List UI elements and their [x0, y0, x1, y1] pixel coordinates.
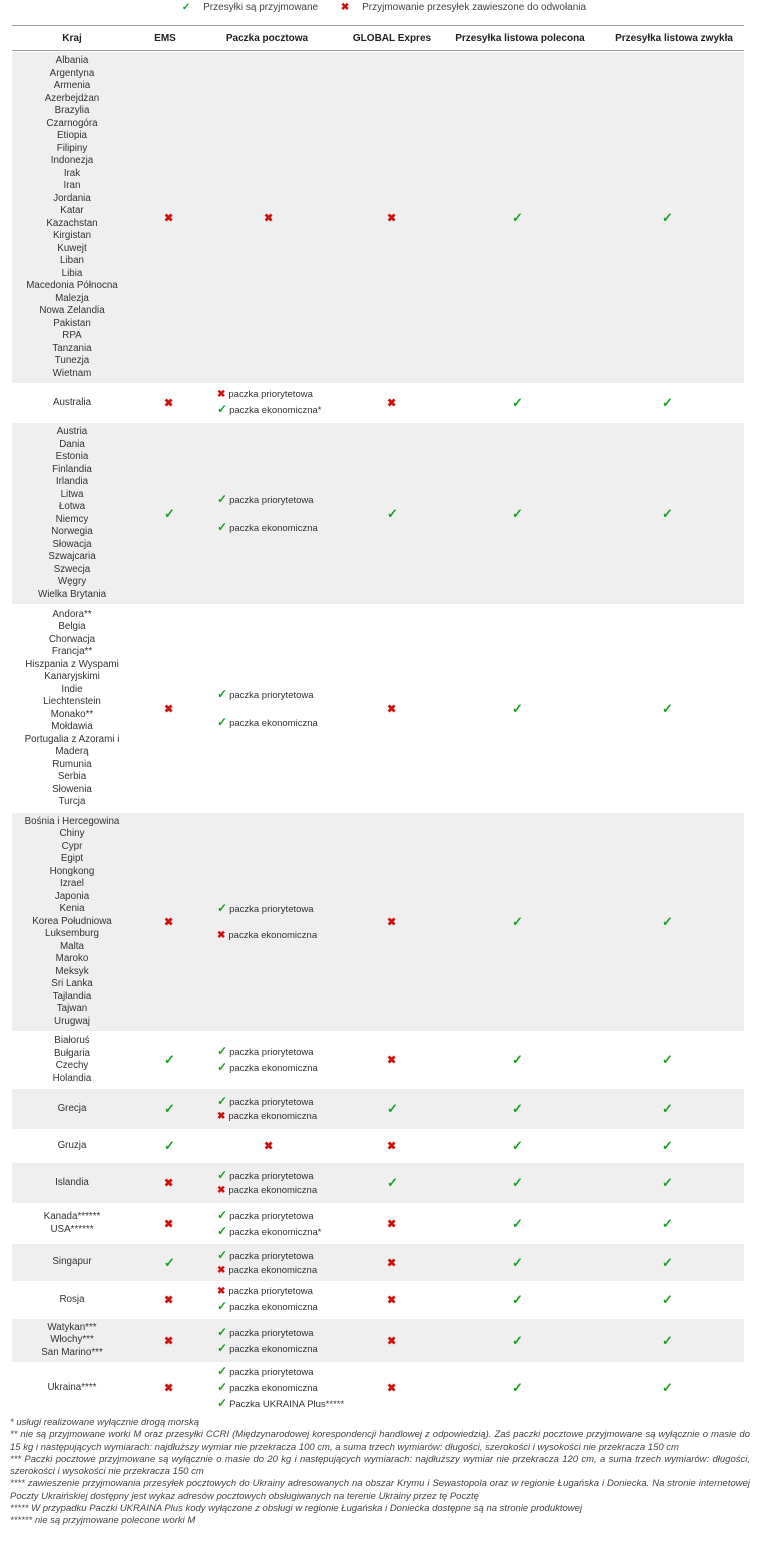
ordinary-check-icon: ✓: [662, 1052, 673, 1067]
ems-check-icon: ✓: [164, 505, 175, 521]
country-list: [12, 1244, 132, 1281]
global-cross-icon: ✖: [387, 703, 397, 715]
country-name: Armenia: [53, 80, 91, 91]
country-name: Belgia: [58, 621, 86, 632]
global-cross-icon: ✖: [387, 1054, 397, 1067]
country-name: Portugalia z Azorami i: [24, 733, 120, 745]
table-row: [12, 423, 744, 604]
parcel-option: [217, 715, 318, 731]
country-list: [12, 1089, 132, 1129]
country-name: Bułgaria: [54, 1047, 90, 1059]
parcel-option-label: paczka priorytetowa: [229, 1171, 314, 1182]
parcel-options: [217, 1319, 318, 1362]
country-name: Rosja: [59, 1293, 85, 1305]
country-name: Rumunia: [52, 758, 92, 770]
parcel-option: [217, 1264, 317, 1278]
parcel-option: [217, 492, 318, 508]
country-name: Serbia: [57, 771, 87, 782]
global-cross-icon: ✖: [387, 1335, 397, 1347]
country-name: Gruzja: [57, 1139, 87, 1151]
registered-check-icon: ✓: [512, 1101, 523, 1116]
country-name: Dania: [59, 438, 85, 450]
country-name: Liechtenstein: [43, 696, 101, 707]
parcel-options: [217, 1244, 317, 1281]
footnote: ** nie są przyjmowane worki M oraz przesyłki CCRI (Międzynarodowej korespondencji handlowej z odpowiedzią). Zaś paczki pocztowe przyjmowane są wyłącznie o masie do 15 kg i następujących wymiarach: najdłuższy wymiar nie przekracza 100 cm, a suma trzech wymiarów: długości, szerokości i wysokości nie przekracza 150 cm: [10, 1429, 750, 1453]
ordinary-check-icon: ✓: [662, 914, 673, 929]
footnote: *** Paczki pocztowe przyjmowane są wyłącznie o masie do 20 kg i następujących wymiarach: najdłuższy wymiar nie przekracza 120 cm, a suma trzech wymiarów: długości, szerokości i wysokości nie przekracza 150 cm: [10, 1453, 750, 1478]
parcel-option: [217, 1248, 317, 1264]
global-cross-icon: ✖: [387, 397, 397, 410]
country-name: Finlandia: [52, 463, 92, 475]
cross-icon: ✖: [217, 1264, 226, 1276]
parcel-option-label: paczka priorytetowa: [228, 389, 313, 400]
registered-check-icon: ✓: [512, 1292, 523, 1307]
parcel-option-label: paczka priorytetowa: [229, 1367, 314, 1378]
parcel-option-label: paczka ekonomiczna*: [229, 1226, 322, 1238]
cross-icon: ✖: [217, 1286, 226, 1297]
country-list: [12, 1283, 132, 1317]
country-name: Słowacja: [52, 538, 92, 550]
country-name: Hiszpania z Wyspami: [25, 658, 119, 670]
country-name: Brazylia: [54, 105, 90, 116]
country-name: Korea Południowa: [32, 915, 112, 927]
check-icon: ✓: [217, 519, 228, 534]
country-list: [12, 1205, 132, 1242]
parcel-option: [217, 1184, 317, 1198]
ems-cross-icon: ✖: [164, 1382, 174, 1395]
country-name: Norwegia: [51, 526, 93, 537]
parcel-option: [217, 1341, 318, 1357]
check-icon: ✓: [217, 1396, 228, 1410]
country-name: Cypr: [61, 840, 83, 852]
parcel-option-label: paczka priorytetowa: [229, 494, 314, 506]
ems-cross-icon: ✖: [164, 1294, 174, 1307]
registered-check-icon: ✓: [512, 1254, 523, 1270]
ems-check-icon: ✓: [164, 1254, 175, 1270]
ems-cross-icon: ✖: [164, 1218, 174, 1230]
country-name: Kirgistan: [52, 230, 92, 241]
country-name: Szwajcaria: [48, 551, 96, 562]
table-row: [12, 1319, 744, 1362]
country-name: Katar: [60, 205, 84, 216]
legend-accepted-label: Przesyłki są przyjmowane: [203, 2, 319, 13]
global-cross-icon: ✖: [387, 1257, 397, 1269]
parcel-options: [217, 1089, 317, 1129]
country-name: Białoruś: [54, 1035, 90, 1046]
country-list: [12, 1131, 132, 1161]
country-name: Argentyna: [49, 67, 95, 79]
global-cross-icon: ✖: [387, 1294, 397, 1307]
table-row: [12, 385, 744, 421]
country-name: Luksemburg: [45, 928, 99, 940]
country-name: San Marino***: [41, 1346, 103, 1358]
country-name: Maderą: [55, 746, 89, 757]
table-row: [12, 1033, 744, 1087]
ordinary-check-icon: ✓: [662, 1332, 673, 1348]
country-list: [12, 423, 132, 604]
country-name: Szwecja: [53, 563, 91, 575]
registered-check-icon: ✓: [512, 700, 523, 716]
ordinary-check-icon: ✓: [662, 1138, 673, 1153]
parcel-option: [217, 1094, 317, 1110]
country-name: Egipt: [60, 853, 84, 865]
check-icon: ✓: [217, 1044, 228, 1058]
ordinary-check-icon: ✓: [662, 1254, 673, 1270]
ems-check-icon: ✓: [164, 1101, 175, 1116]
global-cross-icon: ✖: [387, 1382, 397, 1395]
country-name: Jordania: [53, 192, 91, 204]
country-name: Andora**: [52, 608, 92, 620]
country-name: Indie: [61, 683, 83, 695]
footnote: ***** W przypadku Paczki UKRAINA Plus kody wyłączone z obsługi w regionie Ługańska i Doniecka dostępne są na stronie produktowej: [10, 1503, 583, 1515]
parcel-option-label: paczka ekonomiczna: [229, 1063, 318, 1074]
country-name: Filipiny: [56, 142, 88, 154]
footnote: ****** nie są przyjmowane polecone worki M: [10, 1515, 196, 1527]
parcel-options: [217, 606, 318, 811]
country-name: Urugwaj: [54, 1015, 90, 1027]
country-name: Grecja: [57, 1102, 87, 1114]
country-name: Kuwejt: [57, 242, 87, 254]
country-name: Tanzania: [52, 342, 92, 354]
registered-check-icon: ✓: [512, 1175, 523, 1190]
parcel-option: [217, 901, 317, 917]
legend-suspended: [336, 2, 591, 13]
check-icon: ✓: [217, 1364, 228, 1378]
country-name: Etiopia: [57, 130, 87, 141]
country-name: Chorwacja: [48, 633, 96, 645]
country-name: Australia: [52, 396, 92, 408]
country-name: Chiny: [59, 828, 85, 840]
ems-check-icon: ✓: [164, 1052, 175, 1067]
parcel-option: [217, 1168, 317, 1184]
ems-cross-icon: ✖: [164, 397, 174, 410]
parcel-option: [217, 1325, 318, 1341]
parcel-option: [217, 1299, 318, 1315]
country-name: Albania: [55, 55, 89, 66]
country-name: USA******: [50, 1223, 94, 1235]
country-name: Irak: [63, 167, 81, 179]
table-row: [12, 1364, 744, 1412]
country-name: Czarnogóra: [46, 117, 98, 129]
country-list: [12, 1033, 132, 1087]
parcel-option: [217, 520, 318, 536]
footnote: **** zawieszenie przyjmowania przesyłek pocztowych do Ukrainy adresowanych na obszar Krymu i Sewastopola oraz w regionie Ługańska i Doniecka. Na stronie internetowej Poczty Ukraińskiej dostępny jest wykaz adresów pocztowych obsługiwanych na terenie Ukrainy przez tę Pocztę: [10, 1478, 750, 1502]
table-header: [12, 25, 744, 51]
check-icon: ✓: [217, 1168, 228, 1182]
country-name: Tajlandia: [52, 990, 92, 1002]
registered-check-icon: ✓: [512, 1138, 523, 1153]
country-name: Holandia: [52, 1072, 92, 1084]
parcel-option-label: paczka ekonomiczna: [229, 522, 318, 534]
ems-cross-icon: ✖: [164, 703, 174, 715]
header-country: Kraj: [62, 33, 82, 44]
parcel-option: [217, 402, 321, 418]
country-name: Malta: [60, 940, 84, 952]
country-list: [12, 1364, 132, 1412]
legend: [0, 2, 768, 13]
global-cross-icon: ✖: [387, 212, 397, 224]
header-parcel: Paczka pocztowa: [225, 33, 309, 44]
country-name: Izrael: [60, 878, 84, 890]
parcel-option: [217, 687, 318, 703]
country-name: Watykan***: [47, 1321, 97, 1333]
footnotes: [10, 1417, 750, 1528]
parcel-options: [217, 1283, 318, 1317]
parcel-option-label: paczka ekonomiczna: [228, 1264, 318, 1276]
country-name: Mołdawia: [51, 721, 93, 732]
country-name: Tunezja: [54, 355, 90, 366]
ordinary-check-icon: ✓: [662, 1101, 673, 1116]
country-name: Węgry: [57, 576, 87, 587]
country-name: Pakistan: [53, 317, 91, 329]
parcel-option-label: paczka priorytetowa: [228, 1286, 313, 1297]
ordinary-check-icon: ✓: [662, 1175, 673, 1190]
country-name: Wietnam: [52, 367, 92, 379]
cross-icon: ✖: [217, 930, 226, 941]
country-name: Monako**: [50, 708, 94, 720]
country-name: Japonia: [54, 890, 90, 902]
country-name: Austria: [56, 426, 88, 437]
global-cross-icon: ✖: [387, 1218, 397, 1230]
check-icon: ✓: [217, 1324, 228, 1339]
country-name: Czechy: [55, 1060, 89, 1071]
country-list: [12, 1163, 132, 1203]
cross-icon: ✖: [217, 1111, 226, 1122]
parcel-option-label: paczka priorytetowa: [229, 1327, 314, 1339]
parcel-option-label: paczka ekonomiczna: [229, 717, 318, 729]
country-list: [12, 385, 132, 421]
registered-check-icon: ✓: [512, 1052, 523, 1067]
parcel-option: [217, 1044, 318, 1060]
country-name: Tajwan: [56, 1003, 88, 1015]
ems-cross-icon: ✖: [164, 1335, 174, 1347]
ordinary-check-icon: ✓: [662, 1215, 673, 1231]
table-row: [12, 1163, 744, 1203]
ordinary-check-icon: ✓: [662, 395, 673, 410]
country-name: RPA: [62, 330, 82, 341]
country-name: Sri Lanka: [51, 978, 93, 990]
parcel-cross-icon: ✖: [264, 1140, 274, 1153]
check-icon: ✓: [217, 1247, 228, 1262]
parcel-option-label: paczka priorytetowa: [229, 689, 314, 701]
table-row: [12, 1244, 744, 1281]
header-ordinary: Przesyłka listowa zwykła: [615, 33, 733, 44]
parcel-option-label: paczka ekonomiczna: [229, 1343, 318, 1355]
table-row: [12, 1089, 744, 1129]
parcel-option: [217, 929, 317, 943]
country-name: Wielka Brytania: [37, 588, 107, 600]
check-icon: ✓: [217, 714, 228, 729]
parcel-options: [217, 423, 318, 604]
country-list: [12, 813, 132, 1031]
parcel-option: [217, 388, 321, 402]
country-name: Indonezja: [50, 155, 94, 166]
country-name: Irlandia: [55, 476, 89, 487]
parcel-cross-icon: ✖: [264, 212, 274, 224]
table-row: [12, 52, 744, 383]
parcel-options: [217, 1364, 344, 1412]
ems-cross-icon: ✖: [164, 916, 174, 929]
country-name: Kanaryjskimi: [44, 671, 100, 682]
check-icon: ✓: [217, 1060, 228, 1074]
parcel-option-label: paczka priorytetowa: [229, 1250, 314, 1262]
country-list: [12, 606, 132, 811]
cross-icon: ✖: [217, 1185, 226, 1196]
country-name: Iran: [63, 180, 81, 191]
global-cross-icon: ✖: [387, 1140, 397, 1153]
ems-cross-icon: ✖: [164, 1177, 174, 1190]
country-name: Kanada******: [43, 1211, 101, 1222]
parcel-option: [217, 1208, 321, 1224]
header-registered: Przesyłka listowa polecona: [455, 33, 585, 44]
country-name: Hongkong: [49, 865, 95, 877]
parcel-option-label: paczka priorytetowa: [229, 1210, 314, 1222]
parcel-options: [217, 813, 317, 1031]
country-name: Libia: [61, 267, 83, 279]
check-icon: ✓: [217, 901, 228, 915]
country-name: Malezja: [55, 292, 89, 304]
global-check-icon: ✓: [387, 1101, 398, 1116]
country-name: Liban: [60, 255, 84, 266]
check-icon: ✓: [217, 1223, 228, 1238]
country-name: Niemcy: [55, 513, 89, 525]
parcel-options: [217, 1163, 317, 1203]
parcel-option: [217, 1285, 318, 1299]
registered-check-icon: ✓: [512, 209, 523, 225]
parcel-option-label: paczka ekonomiczna: [229, 1302, 318, 1313]
check-icon: ✓: [217, 402, 228, 416]
parcel-options: [217, 1033, 318, 1087]
registered-check-icon: ✓: [512, 1332, 523, 1348]
table-row: [12, 1205, 744, 1242]
global-check-icon: ✓: [387, 1175, 398, 1190]
parcel-option-label: Paczka UKRAINA Plus*****: [229, 1399, 345, 1410]
parcel-option-label: paczka ekonomiczna*: [229, 405, 322, 416]
check-icon: ✓: [217, 1340, 228, 1355]
parcel-option: [217, 1060, 318, 1076]
parcel-options: [217, 385, 321, 421]
country-list: [12, 52, 132, 383]
parcel-option-label: paczka ekonomiczna: [228, 1111, 318, 1122]
parcel-option: [217, 1224, 321, 1240]
parcel-option-label: paczka priorytetowa: [229, 1047, 314, 1058]
legend-suspended-label: Przyjmowanie przesyłek zawieszone do odwołania: [362, 2, 587, 13]
country-name: Nowa Zelandia: [39, 305, 105, 316]
parcel-option-label: paczka ekonomiczna: [229, 1383, 318, 1394]
header-ems: EMS: [154, 33, 176, 44]
ordinary-check-icon: ✓: [662, 1380, 673, 1395]
parcel-option-label: paczka ekonomiczna: [228, 1185, 318, 1196]
registered-check-icon: ✓: [512, 1215, 523, 1231]
parcel-option-label: paczka priorytetowa: [229, 1097, 314, 1108]
country-name: Bośnia i Hercegowina: [24, 815, 120, 827]
country-name: Macedonia Północna: [26, 280, 118, 291]
country-name: Kazachstan: [46, 217, 98, 229]
country-name: Estonia: [55, 451, 89, 462]
parcel-option: [217, 1380, 344, 1396]
registered-check-icon: ✓: [512, 914, 523, 929]
parcel-option: [217, 1110, 317, 1124]
parcel-option-label: paczka priorytetowa: [229, 904, 314, 915]
parcel-option-label: paczka ekonomiczna: [228, 930, 318, 941]
global-check-icon: ✓: [387, 505, 398, 521]
ordinary-check-icon: ✓: [662, 505, 673, 521]
table-row: [12, 1283, 744, 1317]
check-icon: ✓: [217, 1299, 228, 1313]
registered-check-icon: ✓: [512, 1380, 523, 1395]
check-icon: ✓: [217, 1094, 228, 1108]
ordinary-check-icon: ✓: [662, 1292, 673, 1307]
check-icon: ✓: [217, 1380, 228, 1394]
country-name: Łotwa: [58, 501, 86, 512]
legend-accepted: [177, 2, 323, 13]
registered-check-icon: ✓: [512, 395, 523, 410]
ems-check-icon: ✓: [164, 1138, 175, 1153]
parcel-options: [217, 1205, 321, 1242]
header-global: GLOBAL Expres: [352, 33, 432, 44]
country-name: Kenia: [59, 903, 85, 915]
table-row: [12, 1131, 744, 1161]
footnote: * usługi realizowane wyłącznie drogą morską: [10, 1417, 200, 1428]
check-icon: ✓: [217, 686, 228, 701]
parcel-option: [217, 1364, 344, 1380]
country-name: Singapur: [52, 1256, 92, 1268]
check-icon: ✓: [181, 2, 191, 13]
country-name: Azerbejdżan: [44, 92, 100, 104]
table-row: [12, 606, 744, 811]
registered-check-icon: ✓: [512, 505, 523, 521]
ems-cross-icon: ✖: [164, 212, 174, 224]
cross-icon: ✖: [217, 389, 226, 400]
parcel-option: [217, 1396, 344, 1412]
country-name: Turcja: [58, 796, 86, 807]
cross-icon: ✖: [340, 2, 350, 13]
country-name: Islandia: [55, 1176, 89, 1188]
country-name: Maroko: [55, 953, 89, 965]
country-list: [12, 1319, 132, 1362]
check-icon: ✓: [217, 1207, 228, 1222]
table-row: [12, 813, 744, 1031]
ordinary-check-icon: ✓: [662, 700, 673, 716]
country-name: Francja**: [51, 646, 93, 657]
global-cross-icon: ✖: [387, 916, 397, 929]
country-name: Włochy***: [50, 1334, 94, 1346]
country-name: Litwa: [60, 488, 84, 500]
check-icon: ✓: [217, 491, 228, 506]
country-name: Słowenia: [52, 783, 92, 795]
ordinary-check-icon: ✓: [662, 209, 673, 225]
country-name: Ukraina****: [47, 1381, 97, 1393]
country-name: Meksyk: [55, 965, 89, 977]
